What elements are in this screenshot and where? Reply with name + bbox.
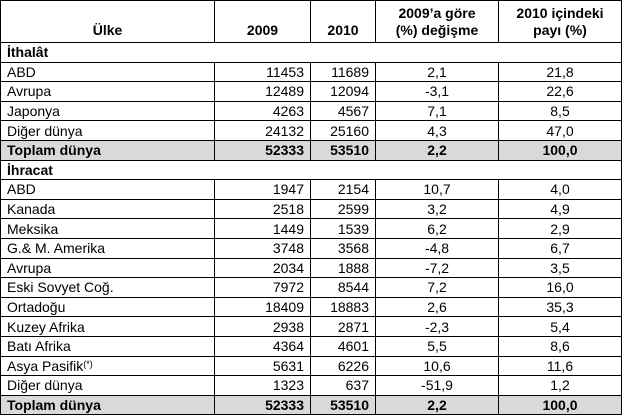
cell-2009: 5631 xyxy=(215,356,311,376)
cell-change: 7,2 xyxy=(376,278,499,298)
table-row xyxy=(1,219,622,239)
cell-2010: 18883 xyxy=(311,297,376,317)
cell-2010: 53510 xyxy=(311,395,376,415)
header-2010: 2010 xyxy=(311,1,376,43)
cell-share: 8,6 xyxy=(499,336,622,356)
total-row-exports xyxy=(1,395,622,415)
table-row xyxy=(1,356,622,376)
cell-change: 5,5 xyxy=(376,336,499,356)
cell-2010: 12094 xyxy=(311,82,376,102)
cell-2010: 11689 xyxy=(311,62,376,82)
cell-change: 2,1 xyxy=(376,62,499,82)
cell-share: 3,5 xyxy=(499,258,622,278)
cell-country: Eski Sovyet Coğ. xyxy=(1,278,215,298)
cell-share: 22,6 xyxy=(499,82,622,102)
cell-change: 2,6 xyxy=(376,297,499,317)
total-row-imports xyxy=(1,140,622,160)
cell-country: Toplam dünya xyxy=(1,140,215,160)
cell-country: ABD xyxy=(1,180,215,200)
cell-country: ABD xyxy=(1,62,215,82)
header-change-line1: 2009’a göre xyxy=(398,5,476,21)
section-title-exports: İhracat xyxy=(1,160,622,180)
table-row xyxy=(1,278,622,298)
cell-2010: 2154 xyxy=(311,180,376,200)
header-2009: 2009 xyxy=(215,1,311,43)
table-row xyxy=(1,180,622,200)
cell-2009: 52333 xyxy=(215,395,311,415)
cell-2009: 12489 xyxy=(215,82,311,102)
cell-2009: 3748 xyxy=(215,238,311,258)
cell-2010: 8544 xyxy=(311,278,376,298)
cell-2009: 1947 xyxy=(215,180,311,200)
cell-share: 100,0 xyxy=(499,395,622,415)
cell-country: Japonya xyxy=(1,101,215,121)
table-row xyxy=(1,62,622,82)
cell-country: Batı Afrika xyxy=(1,336,215,356)
cell-change: -2,3 xyxy=(376,317,499,337)
cell-change: 6,2 xyxy=(376,219,499,239)
cell-share: 4,0 xyxy=(499,180,622,200)
table-row xyxy=(1,82,622,102)
cell-change: 2,2 xyxy=(376,140,499,160)
cell-2010: 2871 xyxy=(311,317,376,337)
cell-2010: 4601 xyxy=(311,336,376,356)
cell-2009: 52333 xyxy=(215,140,311,160)
cell-change: 10,6 xyxy=(376,356,499,376)
cell-2009: 2518 xyxy=(215,199,311,219)
cell-change: -4,8 xyxy=(376,238,499,258)
cell-2009: 4263 xyxy=(215,101,311,121)
cell-2010: 2599 xyxy=(311,199,376,219)
cell-change: 7,1 xyxy=(376,101,499,121)
cell-share: 47,0 xyxy=(499,121,622,141)
cell-change: 3,2 xyxy=(376,199,499,219)
cell-change: -51,9 xyxy=(376,376,499,396)
cell-country-text: Asya Pasifik xyxy=(7,357,84,374)
section-title-imports: İthalât xyxy=(1,43,622,63)
table-row xyxy=(1,121,622,141)
cell-country: Kuzey Afrika xyxy=(1,317,215,337)
cell-country: Diğer dünya xyxy=(1,121,215,141)
table-row xyxy=(1,258,622,278)
cell-country: Avrupa xyxy=(1,82,215,102)
table-row xyxy=(1,238,622,258)
cell-change: 4,3 xyxy=(376,121,499,141)
cell-2009: 7972 xyxy=(215,278,311,298)
table-row xyxy=(1,376,622,396)
cell-change: 2,2 xyxy=(376,395,499,415)
header-change-line2: (%) değişme xyxy=(395,22,479,38)
cell-share: 100,0 xyxy=(499,140,622,160)
cell-change: -3,1 xyxy=(376,82,499,102)
cell-2010: 4567 xyxy=(311,101,376,121)
cell-share: 1,2 xyxy=(499,376,622,396)
table-row xyxy=(1,336,622,356)
header-change xyxy=(376,1,499,43)
cell-country: Toplam dünya xyxy=(1,395,215,415)
cell-share: 21,8 xyxy=(499,62,622,82)
cell-2009: 1449 xyxy=(215,219,311,239)
header-country: Ülke xyxy=(1,1,215,43)
cell-country xyxy=(1,356,215,376)
table-row xyxy=(1,101,622,121)
cell-2009: 1323 xyxy=(215,376,311,396)
cell-share: 4,9 xyxy=(499,199,622,219)
cell-share: 6,7 xyxy=(499,238,622,258)
header-row xyxy=(1,1,622,43)
cell-2010: 1539 xyxy=(311,219,376,239)
cell-country: Kanada xyxy=(1,199,215,219)
cell-share: 35,3 xyxy=(499,297,622,317)
cell-2010: 3568 xyxy=(311,238,376,258)
footnote-marker: (*) xyxy=(83,358,93,369)
cell-share: 2,9 xyxy=(499,219,622,239)
header-share-line1: 2010 içindeki xyxy=(516,5,604,21)
cell-country: Avrupa xyxy=(1,258,215,278)
cell-country: Ortadoğu xyxy=(1,297,215,317)
cell-change: 10,7 xyxy=(376,180,499,200)
cell-country: Diğer dünya xyxy=(1,376,215,396)
cell-country: Meksika xyxy=(1,219,215,239)
cell-share: 5,4 xyxy=(499,317,622,337)
cell-share: 11,6 xyxy=(499,356,622,376)
table-row xyxy=(1,297,622,317)
table-row xyxy=(1,199,622,219)
cell-2010: 25160 xyxy=(311,121,376,141)
cell-change: -7,2 xyxy=(376,258,499,278)
cell-2009: 2034 xyxy=(215,258,311,278)
cell-2009: 24132 xyxy=(215,121,311,141)
table-row xyxy=(1,317,622,337)
cell-2009: 11453 xyxy=(215,62,311,82)
cell-share: 8,5 xyxy=(499,101,622,121)
cell-2010: 1888 xyxy=(311,258,376,278)
cell-2010: 6226 xyxy=(311,356,376,376)
cell-share: 16,0 xyxy=(499,278,622,298)
cell-2010: 637 xyxy=(311,376,376,396)
cell-2009: 2938 xyxy=(215,317,311,337)
header-share xyxy=(499,1,622,43)
cell-country: G.& M. Amerika xyxy=(1,238,215,258)
cell-2009: 18409 xyxy=(215,297,311,317)
section-row-imports xyxy=(1,43,622,63)
header-share-line2: payı (%) xyxy=(533,22,587,38)
cell-2010: 53510 xyxy=(311,140,376,160)
section-row-exports xyxy=(1,160,622,180)
cell-2009: 4364 xyxy=(215,336,311,356)
